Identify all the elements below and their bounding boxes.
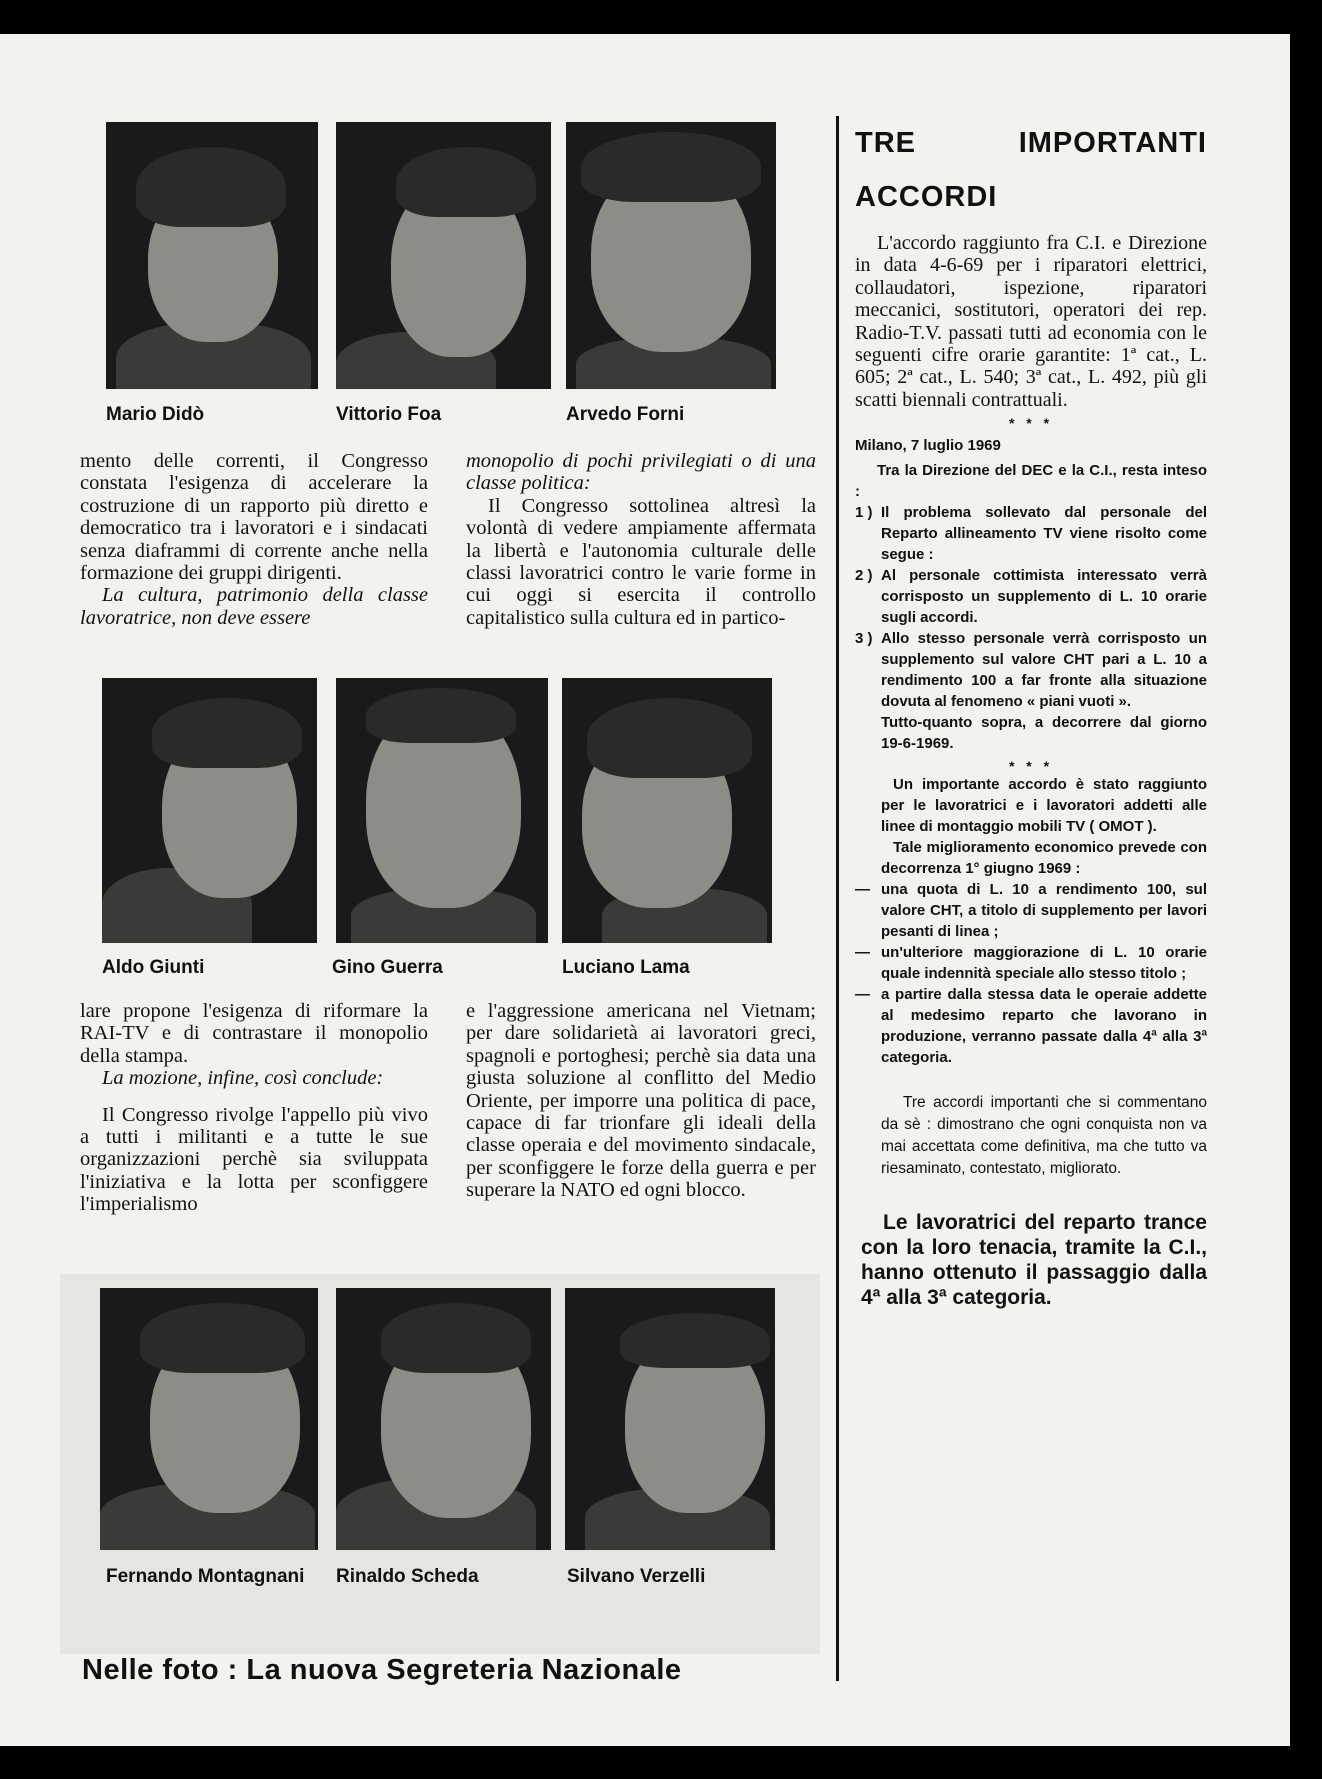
caption-aldo-giunti: Aldo Giunti: [102, 957, 205, 978]
omot-item: — a partire dalla stessa data le operaie addette al medesimo reparto che lavorano in produzione, verranno passate dalla 4ª alla 3ª categoria.: [855, 986, 1207, 1067]
accordo-dec: [855, 435, 1207, 754]
caption-silvano-verzelli: Silvano Verzelli: [567, 1566, 706, 1587]
caption-fernando-montagnani: Fernando Montagnani: [106, 1566, 305, 1587]
accordo-item: 1 ) Il problema sollevato dal personale del Reparto allineamento TV viene risolto come segue :: [855, 504, 1207, 564]
right-intro: L'accordo raggiunto fra C.I. e Direzione in data 4-6-69 per i riparatori elettrici, collaudatori, ispezione, riparatori meccanici, sostitutori, operatori dei rep. Radio-T.V. passati tutti ad economia con le seguenti cifre orarie garantite: 1ª cat., L. 605; 2ª cat., L. 540; 3ª cat., L. 492, più gli scatti biennali contrattuali.: [855, 232, 1207, 411]
comment: Tre accordi importanti che si commentano da sè : dimostrano che ogni conquista non va mai accettata come definitiva, ma che tutto va riesaminato, contestato, migliorato.: [881, 1094, 1207, 1178]
article-col2-bottom: e l'aggressione americana nel Vietnam; per dare solidarietà ai lavoratori greci, spagnoli e portoghesi; perchè sia data una giusta soluzione al conflitto del Medio Oriente, per imporre una politica di pace, capace di far trionfare gli ideali della classe operaia e del movimento sindacale, per sconfiggere le forze della guerra e per superare la NATO ed ogni blocco.: [466, 1000, 816, 1202]
decorrenza: Tutto-quanto sopra, a decorrere dal giorno 19-6-1969.: [881, 714, 1207, 753]
caption-rinaldo-scheda: Rinaldo Scheda: [336, 1566, 479, 1587]
newspaper-page: [0, 34, 1290, 1746]
final-statement: Le lavoratrici del reparto trance con la loro tenacia, tramite la C.I., hanno ottenuto il passaggio dalla 4ª alla 3ª categoria.: [861, 1211, 1207, 1310]
photos-caption: Nelle foto : La nuova Segreteria Nazionale: [82, 1654, 682, 1686]
caption-gino-guerra: Gino Guerra: [332, 957, 443, 978]
omot-item: — un'ulteriore maggiorazione di L. 10 orarie quale indennità speciale allo stesso titolo ;: [855, 944, 1207, 983]
accordo-item: 3 ) Allo stesso personale verrà corrisposto un supplemento sul valore CHT pari a L. 10 a rendimento 100 a far fronte alla situazione dovuta al fenomeno « piani vuoti ».: [855, 630, 1207, 711]
photo-luciano-lama: [562, 678, 772, 943]
photo-fernando-montagnani: [100, 1288, 318, 1550]
omot-intro: Un importante accordo è stato raggiunto per le lavoratrici e i lavoratori addetti alle linee di montaggio mobili TV ( OMOT ).: [881, 776, 1207, 836]
omot-lead: Tale miglioramento economico prevede con decorrenza 1° giugno 1969 :: [881, 839, 1207, 878]
omot-item: — una quota di L. 10 a rendimento 100, sul valore CHT, a titolo di supplemento per lavori pesanti di linea ;: [855, 881, 1207, 941]
photo-aldo-giunti: [102, 678, 317, 943]
photo-silvano-verzelli: [565, 1288, 775, 1550]
caption-luciano-lama: Luciano Lama: [562, 957, 690, 978]
dateline: Milano, 7 luglio 1969: [855, 437, 1001, 455]
caption-arvedo-forni: Arvedo Forni: [566, 404, 685, 425]
accordo-item: 2 ) Al personale cottimista interessato verrà corrisposto un supplemento di L. 10 orarie sugli accordi.: [855, 567, 1207, 627]
photo-arvedo-forni: [566, 122, 776, 389]
photo-vittorio-foa: [336, 122, 551, 389]
photo-rinaldo-scheda: [336, 1288, 551, 1550]
article-col1-top: mento delle correnti, il Congresso constata l'esigenza di accelerare la costruzione di un rapporto più diretto e democratico tra i lavoratori e i sindacati senza diaframmi di corrente anche nella formazione dei gruppi dirigenti. La cultura, patrimonio della classe lavoratrice, non deve essere: [80, 450, 428, 629]
caption-vittorio-foa: Vittorio Foa: [336, 404, 442, 425]
photo-gino-guerra: [336, 678, 548, 943]
photo-mario-dido: [106, 122, 318, 389]
caption-mario-dido: Mario Didò: [106, 404, 205, 425]
right-column: [855, 116, 1207, 1310]
stars-separator: * * *: [1008, 415, 1054, 432]
stars-separator: * * *: [1008, 758, 1054, 775]
article-col2-top: monopolio di pochi privilegiati o di una classe politica: Il Congresso sottolinea altresì la volontà di vedere ampiamente affermata la libertà e l'autonomia culturale delle classi lavoratrici contro le varie forme in cui oggi si esercita il controllo capitalistico sulla cultura ed in partico-: [466, 450, 816, 629]
right-title: TRE IMPORTANTI ACCORDI: [855, 127, 1207, 213]
article-col1-bottom: lare propone l'esigenza di riformare la RAI-TV e di contrastare il monopolio della stampa. La mozione, infine, così conclude: Il Congresso rivolge l'appello più vivo a tutti i militanti e a tutte le sue organizzazioni perchè sia sviluppata l'iniziativa e la lotta per sconfiggere l'imperialismo: [80, 1000, 428, 1216]
accordo-omot: [855, 774, 1207, 1068]
accordo-lead: Tra la Direzione del DEC e la C.I., resta inteso :: [855, 462, 1207, 501]
column-divider: [836, 116, 839, 1681]
